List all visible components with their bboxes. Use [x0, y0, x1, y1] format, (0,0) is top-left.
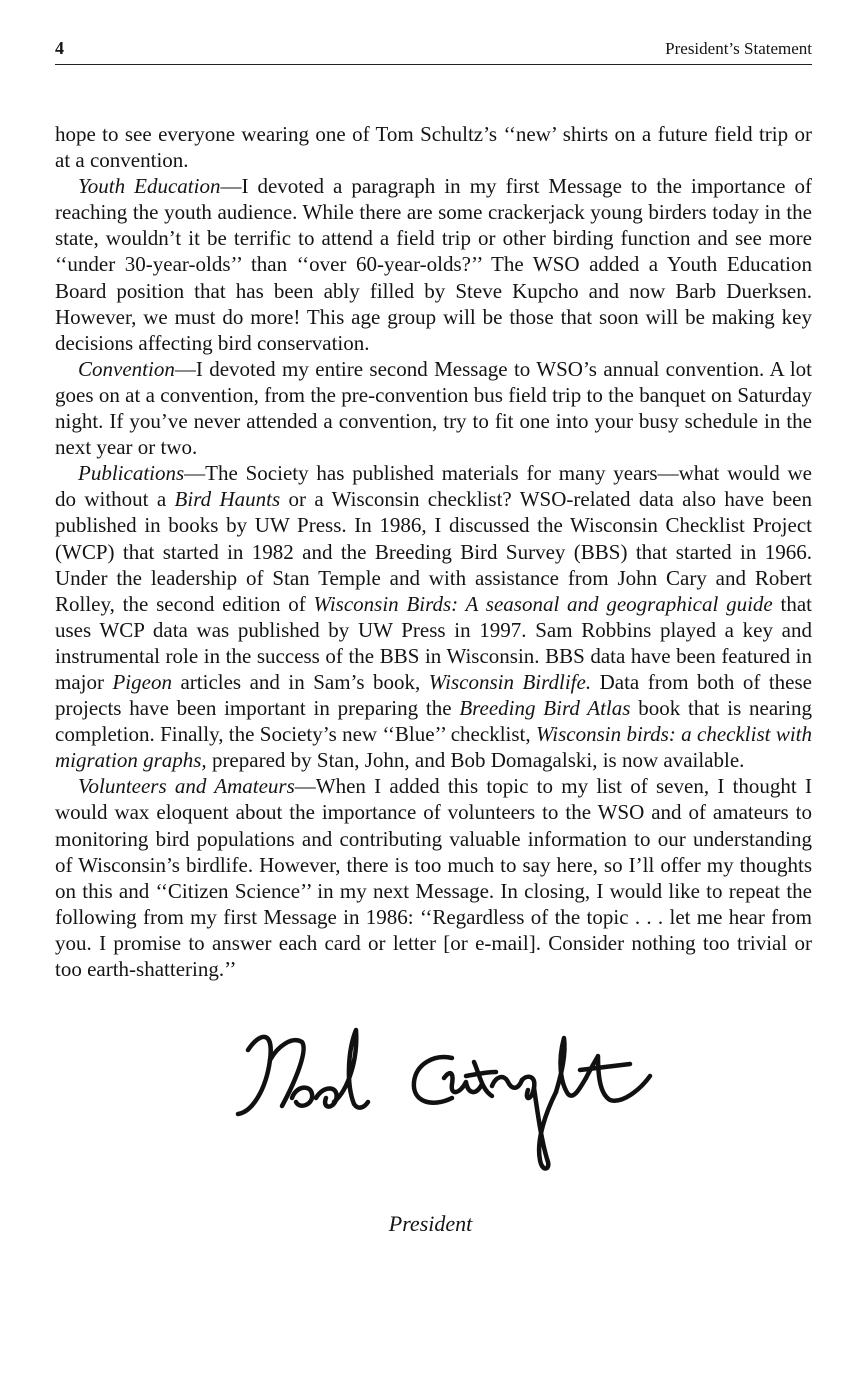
paragraph-publications [55, 460, 812, 773]
text-run-italic: Bird Haunts [174, 487, 281, 512]
text-run: that uses WCP data was published by UW Press in 1997. Sam Robbins played a key and instrumental role in the success of the BBS in Wisconsin. BBS data have been featured in major [55, 591, 812, 694]
handwritten-signature [230, 1020, 660, 1175]
text-run-italic: Wisconsin Birds: A seasonal and geographical guide [313, 591, 773, 616]
text-run-italic: Pigeon [112, 669, 172, 694]
paragraph-continuation [55, 121, 812, 173]
body-text [55, 121, 812, 982]
paragraph-parts [55, 461, 812, 772]
text-run-italic: Wisconsin birds: a checklist with migration graphs, [55, 722, 812, 773]
paragraph-lead: Convention [78, 356, 175, 381]
text-run: —The Society has published materials for many years—what would we do without a [55, 461, 812, 512]
text-run: articles and in Sam’s book, [171, 669, 429, 694]
paragraph-youth-education [55, 173, 812, 356]
paragraph-convention [55, 356, 812, 460]
paragraph-volunteers [55, 773, 812, 982]
text-run-italic: Wisconsin Birdlife. [428, 669, 592, 694]
text-run: book that is nearing completion. Finally, the Society’s new ‘‘Blue’’ checklist, [55, 696, 812, 747]
paragraph-lead: Publications [78, 461, 185, 486]
signature-title: President [388, 1211, 473, 1236]
paragraph-lead: Youth Education [78, 174, 221, 199]
text-run: or a Wisconsin checklist? WSO-related data also have been published in books by UW Press. In 1986, I discussed the Wisconsin Checklist Project (WCP) that started in 1982 and the Breeding Bird Survey (BBS) that started in 1966. Under the leadership of Stan Temple and with assistance from John Cary and Robert Rolley, the second edition of [55, 487, 812, 616]
paragraph-text: —I devoted a paragraph in my first Message to the importance of reaching the youth audience. While there are some crackerjack young birders today in the state, wouldn’t it be terrific to attend a field trip or other birding function and see more ‘‘under 30-year-olds’’ than ‘‘over 60-year-olds?’’ The WSO added a Youth Education Board position that has been ably filled by Steve Kupcho and now Barb Duerksen. However, we must do more! This age group will be those that soon will be making key decisions affecting bird conservation. [55, 174, 812, 355]
running-head [55, 38, 812, 65]
page-number: 4 [55, 38, 64, 58]
paragraph-text: hope to see everyone wearing one of Tom Schultz’s ‘‘new’ shirts on a future field trip or at a convention. [55, 122, 812, 173]
text-run: prepared by Stan, John, and Bob Domagalski, is now available. [206, 748, 745, 773]
paragraph-lead: Volunteers and Amateurs [78, 774, 295, 799]
paragraph-text: —I devoted my entire second Message to WSO’s annual convention. A lot goes on at a convention, from the pre-convention bus field trip to the banquet on Saturday night. If you’ve never attended a convention, try to fit one into your busy schedule in the next year or two. [55, 356, 812, 460]
section-title: President’s Statement [665, 39, 812, 58]
text-run-italic: Breeding Bird Atlas [459, 696, 631, 721]
paragraph-text: —When I added this topic to my list of seven, I thought I would wax eloquent about the importance of volunteers to the WSO and of amateurs to monitoring bird populations and contributing valuable information to our understanding of Wisconsin’s birdlife. However, there is too much to say here, so I’ll offer my thoughts on this and ‘‘Citizen Science’’ in my next Message. In closing, I would like to repeat the following from my first Message in 1986: ‘‘Regardless of the topic . . . let me hear from you. I promise to answer each card or letter [or e-mail]. Consider nothing too trivial or too earth-shattering.’’ [55, 774, 812, 981]
text-run: Data from both of these projects have been important in preparing the [55, 669, 812, 721]
